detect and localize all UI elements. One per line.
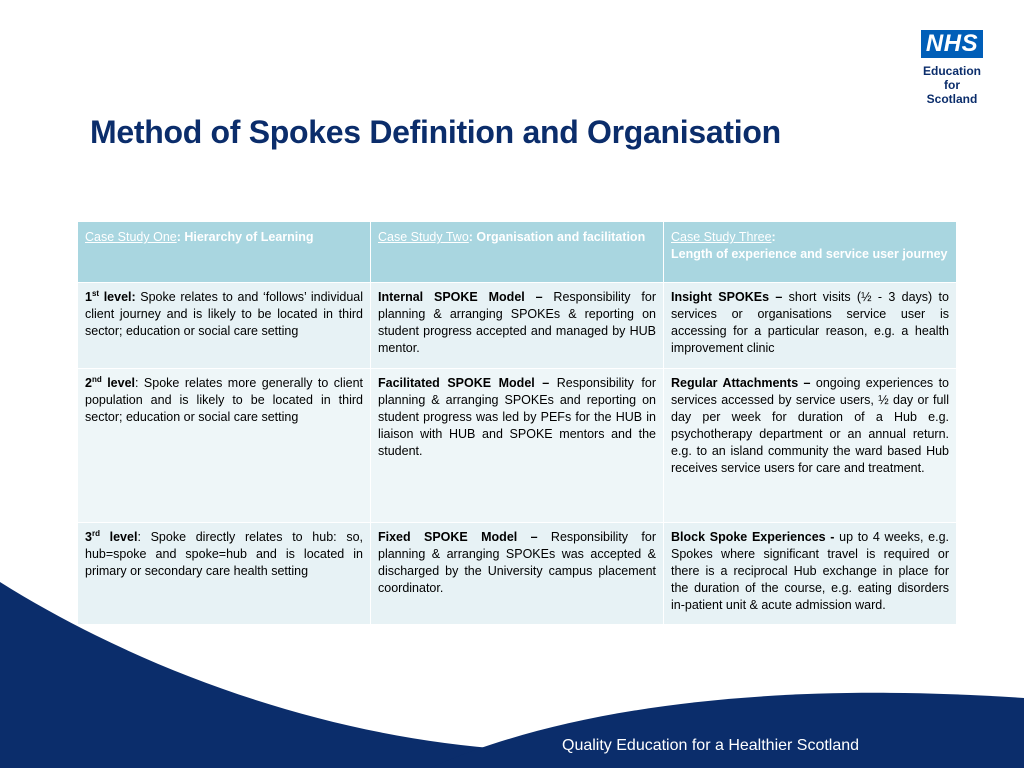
header-three-rest: :	[771, 230, 776, 244]
page-title: Method of Spokes Definition and Organisation	[90, 114, 781, 150]
header-two-rest: : Organisation and facilitation	[468, 230, 646, 244]
header-one-rest: : Hierarchy of Learning	[176, 230, 314, 244]
nhs-logo-mark: NHS	[921, 30, 983, 58]
experience-cell: Insight SPOKEs – short visits (½ - 3 days) to services or organisations service user is accessing for a particular reason, e.g. a health improvement clinic	[664, 283, 957, 369]
footer-tagline: Quality Education for a Healthier Scotland	[562, 737, 860, 754]
level-cell: 3rd level: Spoke directly relates to hub: so, hub=spoke and spoke=hub and is located in primary or secondary care health setting	[78, 523, 371, 625]
header-case-study-three	[664, 222, 957, 283]
logo-line-education: Education	[922, 64, 981, 78]
table-header-row	[78, 222, 957, 283]
level-cell: 2nd level: Spoke relates more generally to client population and is likely to be located in third sector; education or social care setting	[78, 369, 371, 523]
experience-cell: Block Spoke Experiences - up to 4 weeks, e.g. Spokes where significant travel is required or there is a reciprocal Hub exchange in place for the duration of the course, e.g. eating disorders in-patient unit & acute admission ward.	[664, 523, 957, 625]
logo-line-for: for	[944, 78, 960, 92]
footer-swoosh	[0, 560, 1024, 768]
case-study-one-link[interactable]: Case Study One	[85, 230, 177, 244]
model-cell: Facilitated SPOKE Model – Responsibility for planning & arranging SPOKEs and reporting on student progress was led by PEFs for the HUB in liaison with HUB and SPOKE mentors and the student.	[371, 369, 664, 523]
nhs-education-scotland-logo	[912, 30, 992, 106]
model-cell: Fixed SPOKE Model – Responsibility for planning & arranging SPOKEs was accepted & discharged by the University campus placement coordinator.	[371, 523, 664, 625]
logo-line-scotland: Scotland	[926, 92, 978, 106]
header-three-subtitle: Length of experience and service user journey	[671, 247, 948, 261]
table-row	[78, 369, 957, 523]
case-study-two-link[interactable]: Case Study Two	[378, 230, 469, 244]
header-case-study-one	[78, 222, 371, 283]
level-cell: 1st level: Spoke relates to and ‘follows’ individual client journey and is likely to be located in third sector; education or social care setting	[78, 283, 371, 369]
header-case-study-two	[371, 222, 664, 283]
experience-cell: Regular Attachments – ongoing experiences to services accessed by service users, ½ day or full day per week for duration of a Hub e.g. psychotherapy department or an annual return. e.g. to an island community the ward based Hub receives service users for care and treatment.	[664, 369, 957, 523]
logo-subtitle	[912, 64, 992, 106]
case-study-three-link[interactable]: Case Study Three	[671, 230, 772, 244]
table-row	[78, 283, 957, 369]
model-cell: Internal SPOKE Model – Responsibility for planning & arranging SPOKEs & reporting on student progress accepted and managed by HUB mentor.	[371, 283, 664, 369]
